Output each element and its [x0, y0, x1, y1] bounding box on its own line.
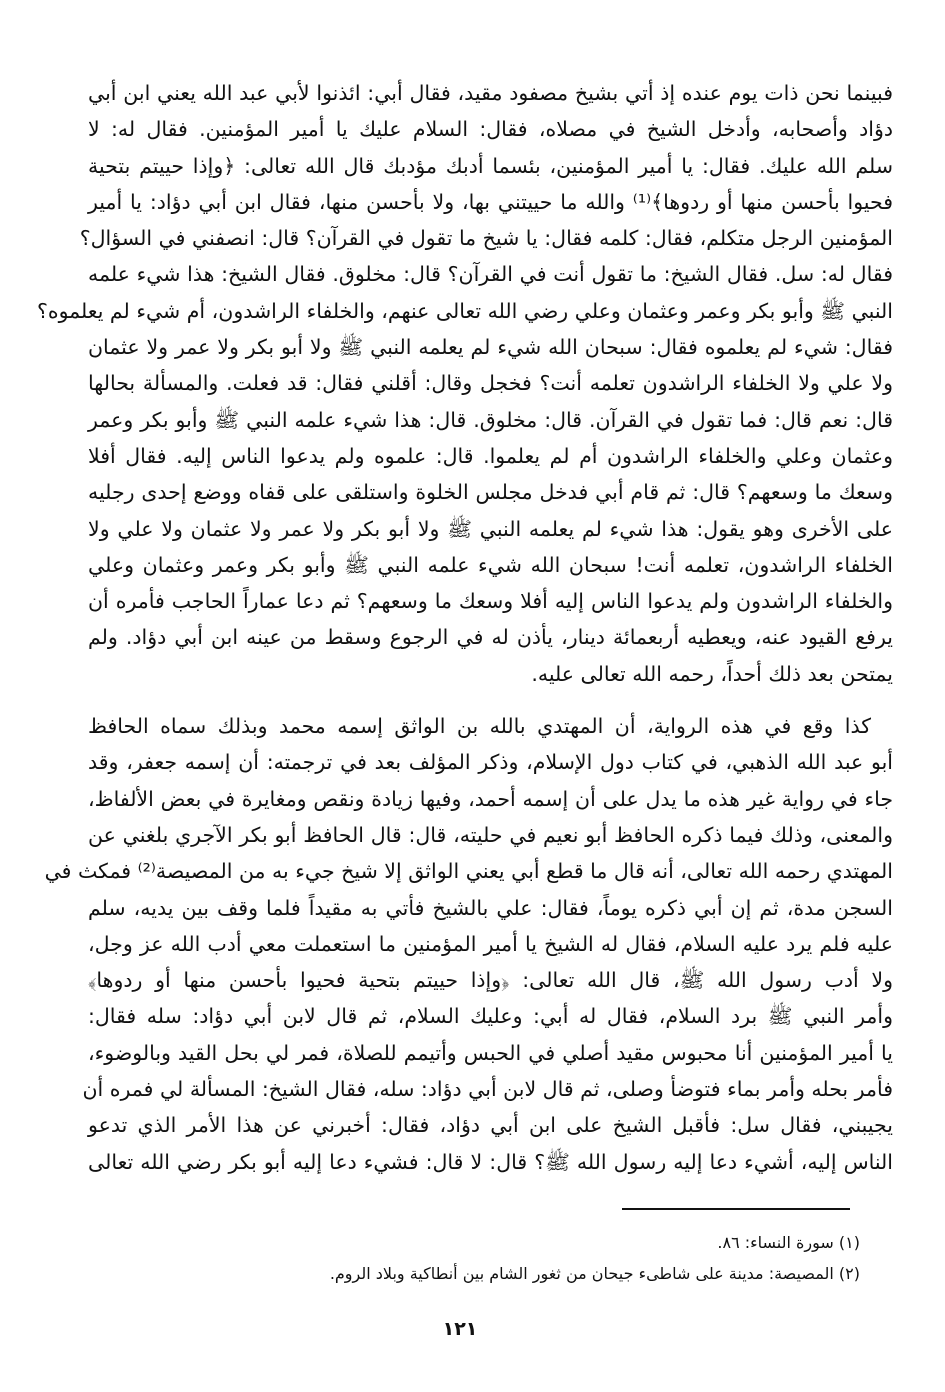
paragraph-spacer: [88, 692, 893, 708]
text-line: والخلفاء الراشدون ولم يدعوا الناس إليه أفلا وسعك ما وسعهم؟ ثم دعا عماراً الحاجب فأمره أن: [88, 589, 893, 614]
text-line: جاء في رواية غير هذه ما يدل على أن إسمه أحمد، وفيها زيادة ونقص ومغايرة في بعض الألفاظ،: [88, 786, 893, 811]
text-line: يرفع القيود عنه، ويعطيه أربعمائة دينار، يأذن له في الرجوع وسقط من عينه ابن أبي دؤاد. ولم: [88, 625, 893, 650]
text-line: على الأخرى وهو يقول: هذا شيء لم يعلمه النبي ﷺ ولا أبو بكر ولا عمر ولا عثمان ولا علي ولا: [88, 516, 893, 541]
main-text-block: [36, 75, 894, 1180]
text-line: يا أمير المؤمنين أنا محبوس مقيد أصلي في الحبس وأتيمم للصلاة، فمر لي بحل القيد وبالوضوء،: [88, 1040, 893, 1065]
footnote-2: (٢) المصيصة: مدينة على شاطىء جيحان من ثغور الشام بين أنطاكية وبلاد الروم.: [329, 1264, 860, 1283]
text-line: والمعنى، وذلك فيما ذكره الحافظ أبو نعيم في حليته، قال: قال الحافظ أبو بكر الآجري بلغني عن: [88, 822, 893, 847]
text-line: دؤاد وأصحابه، وأدخل الشيخ في مصلاه، فقال: السلام عليك يا أمير المؤمنين. فقال له: لا: [88, 117, 893, 142]
paragraph-1: [36, 75, 894, 692]
text-line: عليه فلم يرد عليه السلام، فقال له الشيخ يا أمير المؤمنين ما استعملت معي أدب الله عز وجل،: [88, 931, 893, 956]
text-line: الناس إليه، أشيء دعا إليه رسول الله ﷺ؟ قال: لا قال: فشيء دعا إليه أبو بكر رضي الله تعالى: [88, 1149, 893, 1174]
text-line: فأمر بحله وأمر بماء فتوضأ وصلى، ثم قال لابن أبي دؤاد: سله، فقال الشيخ: المسألة لي فمره أن: [82, 1077, 893, 1102]
footnote-1: (١) سورة النساء: ٨٦.: [717, 1233, 860, 1252]
text-line: فحيوا بأحسن منها أو ردوها﴾⁽¹⁾ والله ما حييتني بها، ولا بأحسن منها، فقال ابن أبي دؤاد: يا أمير: [88, 189, 894, 214]
text-line: سلم الله عليك. فقال: يا أمير المؤمنين، بئسما أدبك مؤدبك قال الله تعالى: ﴿وإذا حييتم بتحية: [88, 153, 893, 178]
text-line: وعثمان وعلي والخلفاء الراشدون أم لم يعلموا. قال: علموه ولم يدعوا الناس إليه. فقال أفلا: [88, 443, 893, 468]
text-line: وسعك ما وسعهم؟ قال: ثم قام أبي فدخل مجلس الخلوة واستلقى على قفاه ووضع إحدى رجليه: [88, 480, 893, 505]
text-line: قال: نعم قال: فما تقول في القرآن. قال: مخلوق. قال: هذا شيء علمه النبي ﷺ وأبو بكر وعمر: [88, 407, 893, 432]
text-line: وأمر النبي ﷺ برد السلام، فقال له أبي: وعليك السلام، ثم قال لابن أبي دؤاد: سله فقال:: [88, 1004, 893, 1029]
text-line: ولا أدب رسول الله ﷺ، قال الله تعالى: ﴿وإذا حييتم بتحية فحيوا بأحسن منها أو ردوها﴾: [88, 968, 893, 993]
text-line: المهتدي رحمه الله تعالى، أنه قال ما قطع أبي يعني الواثق إلا شيخ جيء به من المصيصة⁽²⁾ فمكث في: [44, 859, 893, 884]
text-line: فقال: شيء لم يعلموه فقال: سبحان الله شيء لم يعلمه النبي ﷺ ولا أبو بكر ولا عمر ولا عثمان: [88, 335, 893, 360]
text-line: المؤمنين الرجل متكلم، فقال: كلمه فقال: يا شيخ ما تقول في القرآن؟ قال: انصفني في السؤال؟: [79, 226, 893, 251]
text-line: يمتحن بعد ذلك أحداً، رحمه الله تعالى عليه.: [531, 661, 893, 686]
page-number: ١٢١: [442, 1318, 478, 1340]
paragraph-2: [44, 708, 893, 1180]
footnotes: [300, 1227, 860, 1289]
text-line: الخلفاء الراشدون، تعلمه أنت! سبحان الله شيء علمه النبي ﷺ وأبو بكر وعمر وعثمان وعلي: [88, 552, 893, 577]
text-line: فبينما نحن ذات يوم عنده إذ أتي بشيخ مصفود مقيد، فقال أبي: ائذنوا لأبي عبد الله يعني ابن أبي: [88, 81, 893, 105]
text-line: يجيبني، فقال سل: فأقبل الشيخ على ابن أبي دؤاد، فقال: أخبرني عن هذا الأمر الذي تدعو: [88, 1113, 893, 1138]
text-line: ولا علي ولا الخلفاء الراشدون تعلمه أنت؟ فخجل وقال: أقلني فقال: قد فعلت. والمسألة بحالها: [88, 371, 893, 396]
text-line: كذا وقع في هذه الرواية، أن المهتدي بالله بن الواثق إسمه محمد وبذلك سماه الحافظ: [88, 714, 871, 739]
footnote-divider: [622, 1208, 850, 1210]
text-line: أبو عبد الله الذهبي، في كتاب دول الإسلام، وذكر المؤلف بعد في ترجمته: أن إسمه جعفر، وقد: [88, 750, 893, 775]
text-line: النبي ﷺ وأبو بكر وعمر وعثمان وعلي رضي الله تعالى عنهم، والخلفاء الراشدون، أم شيء لم يعلموه؟: [36, 298, 893, 323]
text-line: فقال له: سل. فقال الشيخ: ما تقول أنت في القرآن؟ قال: مخلوق. فقال الشيخ: هذا شيء علمه: [88, 262, 893, 287]
text-line: السجن مدة، ثم إن أبي ذكره يوماً، فقال: علي بالشيخ فأتي به مقيداً فلما وقف بين يديه، سلم: [88, 895, 893, 920]
